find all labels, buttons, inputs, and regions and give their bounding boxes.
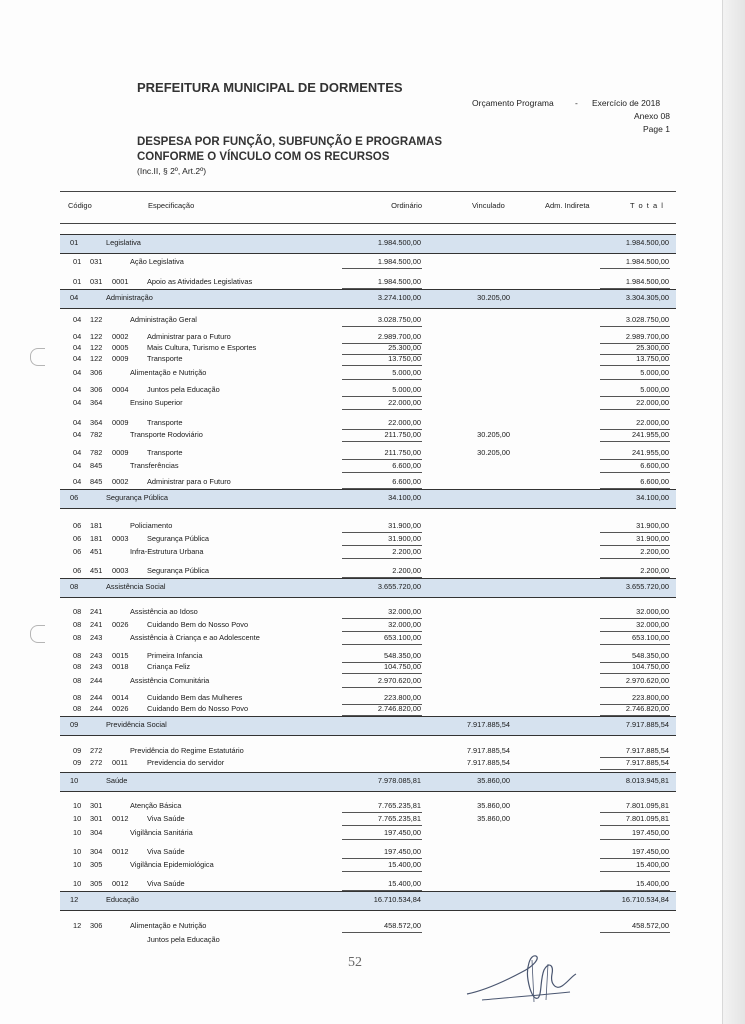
amount-total: 3.028.750,00 — [625, 315, 669, 324]
specification: Segurança Pública — [147, 534, 210, 543]
code-function: 10 — [73, 828, 82, 837]
code-function: 06 — [73, 566, 82, 575]
amount-vinculado: 30.205,00 — [477, 448, 510, 457]
amount-vinculado: 35.860,00 — [477, 801, 510, 810]
specification: Infra-Estrutura Urbana — [130, 547, 204, 556]
specification: Viva Saúde — [147, 879, 185, 888]
amount-total: 25.300,00 — [636, 343, 669, 352]
amount-ordinario: 2.970.620,00 — [377, 676, 421, 685]
underline — [342, 326, 422, 327]
specification: Cuidando Bem do Nosso Povo — [147, 704, 249, 713]
specification: Segurança Pública — [147, 566, 210, 575]
code-function: 10 — [73, 860, 82, 869]
specification: Transporte — [147, 354, 183, 363]
code-program: 0011 — [112, 758, 128, 767]
specification: Assistência ao Idoso — [130, 607, 198, 616]
underline — [342, 644, 422, 645]
amount-ordinario: 15.400,00 — [388, 860, 421, 869]
underline — [600, 618, 670, 619]
amount-total: 458.572,00 — [632, 921, 669, 930]
amount-total: 2.746.820,00 — [625, 704, 669, 713]
code-subfunction: 845 — [90, 461, 103, 470]
dash: - — [575, 98, 578, 108]
amount-total: 1.984.500,00 — [625, 238, 669, 247]
amount-total: 7.801.095,81 — [625, 801, 669, 810]
amount-ordinario: 1.984.500,00 — [377, 238, 421, 247]
underline — [600, 396, 670, 397]
code-function: 12 — [73, 921, 82, 930]
code-subfunction: 301 — [90, 801, 103, 810]
code-subfunction: 451 — [90, 566, 103, 575]
underline — [342, 618, 422, 619]
underline — [600, 441, 670, 442]
specification: Cuidando Bem do Nosso Povo — [147, 620, 249, 629]
code-function: 04 — [70, 293, 79, 302]
report-heading-2: CONFORME O VÍNCULO COM OS RECURSOS — [137, 151, 390, 163]
specification: Saúde — [106, 776, 128, 785]
amount-total: 5.000,00 — [640, 368, 669, 377]
code-subfunction: 244 — [90, 693, 103, 702]
amount-ordinario: 1.984.500,00 — [377, 277, 421, 286]
specification: Transporte Rodoviário — [130, 430, 203, 439]
specification: Viva Saúde — [147, 814, 185, 823]
underline — [342, 687, 422, 688]
underline — [342, 545, 422, 546]
amount-total: 197.450,00 — [632, 828, 669, 837]
underline — [600, 326, 670, 327]
code-function: 08 — [73, 662, 82, 671]
page-number: 52 — [348, 955, 362, 970]
page-edge — [722, 0, 745, 1024]
report-subtitle: (Inc.II, § 2º, Art.2º) — [137, 166, 207, 176]
code-function: 09 — [73, 746, 82, 755]
amount-total: 3.655.720,00 — [625, 582, 669, 591]
code-program: 0026 — [112, 620, 129, 629]
amount-ordinario: 104.750,00 — [384, 662, 421, 671]
amount-ordinario: 15.400,00 — [388, 879, 421, 888]
code-subfunction: 782 — [90, 430, 103, 439]
amount-vinculado: 35.860,00 — [477, 814, 510, 823]
underline — [342, 812, 422, 813]
code-function: 06 — [73, 547, 82, 556]
code-function: 04 — [73, 385, 82, 394]
col-ordinario: Ordinário — [391, 201, 422, 210]
code-subfunction: 306 — [90, 368, 103, 377]
underline — [342, 532, 422, 533]
code-subfunction: 305 — [90, 879, 103, 888]
amount-ordinario: 6.600,00 — [392, 461, 421, 470]
code-subfunction: 244 — [90, 704, 103, 713]
code-function: 08 — [73, 676, 82, 685]
amount-ordinario: 22.000,00 — [388, 398, 421, 407]
underline — [600, 409, 670, 410]
underline — [342, 871, 422, 872]
punch-hole — [30, 625, 45, 643]
underline — [600, 365, 670, 366]
specification: Educação — [106, 895, 139, 904]
amount-total: 2.970.620,00 — [625, 676, 669, 685]
code-subfunction: 451 — [90, 547, 103, 556]
code-program: 0026 — [112, 704, 129, 713]
code-subfunction: 181 — [90, 534, 103, 543]
amount-vinculado: 7.917.885,54 — [466, 720, 510, 729]
amount-total: 241.955,00 — [632, 430, 669, 439]
specification: Cuidando Bem das Mulheres — [147, 693, 243, 702]
specification: Administrar para o Futuro — [147, 332, 231, 341]
amount-ordinario: 5.000,00 — [392, 368, 421, 377]
underline — [600, 631, 670, 632]
code-program: 0005 — [112, 343, 129, 352]
amount-total: 2.200,00 — [640, 566, 669, 575]
code-function: 09 — [73, 758, 82, 767]
amount-ordinario: 16.710.534,84 — [373, 895, 421, 904]
amount-total: 31.900,00 — [636, 521, 669, 530]
code-function: 04 — [73, 430, 82, 439]
underline — [342, 858, 422, 859]
amount-ordinario: 211.750,00 — [384, 448, 421, 457]
specification: Policiamento — [130, 521, 173, 530]
underline — [600, 858, 670, 859]
underline — [600, 932, 670, 933]
specification: Primeira Infancia — [147, 651, 203, 660]
amount-ordinario: 13.750,00 — [388, 354, 421, 363]
underline — [600, 644, 670, 645]
amount-ordinario: 25.300,00 — [388, 343, 421, 352]
amount-vinculado: 30.205,00 — [477, 430, 510, 439]
underline — [600, 268, 670, 269]
amount-total: 223.800,00 — [632, 693, 669, 702]
amount-ordinario: 3.274.100,00 — [377, 293, 421, 302]
amount-total: 104.750,00 — [632, 662, 669, 671]
code-subfunction: 364 — [90, 398, 103, 407]
amount-ordinario: 6.600,00 — [392, 477, 421, 486]
amount-total: 653.100,00 — [632, 633, 669, 642]
code-function: 04 — [73, 343, 82, 352]
code-subfunction: 272 — [90, 758, 103, 767]
code-subfunction: 243 — [90, 651, 103, 660]
amount-total: 16.710.534,84 — [621, 895, 669, 904]
code-function: 12 — [70, 895, 79, 904]
amount-ordinario: 31.900,00 — [388, 521, 421, 530]
specification: Assistência Comunitária — [130, 676, 210, 685]
specification: Assistência à Criança e ao Adolescente — [130, 633, 260, 642]
col-vinculado: Vinculado — [472, 201, 505, 210]
specification: Administração Geral — [130, 315, 197, 324]
underline — [342, 839, 422, 840]
underline — [342, 441, 422, 442]
code-function: 08 — [73, 651, 82, 660]
code-subfunction: 031 — [90, 257, 103, 266]
code-function: 04 — [73, 368, 82, 377]
signature-icon — [462, 950, 582, 1010]
page-label: Page 1 — [643, 124, 670, 134]
amount-total: 197.450,00 — [632, 847, 669, 856]
code-function: 04 — [73, 354, 82, 363]
amount-vinculado: 7.917.885,54 — [466, 746, 510, 755]
specification: Vigilância Epidemiológica — [130, 860, 214, 869]
amount-ordinario: 32.000,00 — [388, 607, 421, 616]
code-function: 08 — [73, 693, 82, 702]
code-program: 0014 — [112, 693, 129, 702]
amount-total: 1.984.500,00 — [625, 277, 669, 286]
code-function: 06 — [73, 534, 82, 543]
amount-ordinario: 2.989.700,00 — [377, 332, 421, 341]
amount-vinculado: 7.917.885,54 — [466, 758, 510, 767]
code-function: 10 — [73, 847, 82, 856]
underline — [600, 825, 670, 826]
underline — [342, 472, 422, 473]
code-function: 06 — [70, 493, 79, 502]
underline — [600, 687, 670, 688]
orcamento-label: Orçamento Programa — [472, 98, 554, 108]
code-program: 0002 — [112, 332, 129, 341]
specification: Criança Feliz — [147, 662, 191, 671]
code-program: 0015 — [112, 651, 129, 660]
specification: Segurança Pública — [106, 493, 169, 502]
underline — [342, 932, 422, 933]
code-program: 0003 — [112, 534, 129, 543]
header-rule — [60, 191, 676, 192]
amount-ordinario: 7.978.085,81 — [377, 776, 421, 785]
amount-total: 2.200,00 — [640, 547, 669, 556]
code-program: 0009 — [112, 354, 129, 363]
code-program: 0004 — [112, 385, 129, 394]
code-function: 04 — [73, 315, 82, 324]
specification: Legislativa — [106, 238, 141, 247]
amount-vinculado: 30.205,00 — [477, 293, 510, 302]
code-program: 0009 — [112, 448, 129, 457]
code-program: 0001 — [112, 277, 129, 286]
punch-hole — [30, 348, 45, 366]
amount-total: 6.600,00 — [640, 477, 669, 486]
code-subfunction: 244 — [90, 676, 103, 685]
amount-total: 7.801.095,81 — [625, 814, 669, 823]
code-subfunction: 243 — [90, 633, 103, 642]
code-function: 01 — [70, 238, 79, 247]
code-function: 10 — [73, 879, 82, 888]
code-subfunction: 241 — [90, 607, 103, 616]
specification: Vigilância Sanitária — [130, 828, 193, 837]
amount-total: 32.000,00 — [636, 620, 669, 629]
underline — [600, 472, 670, 473]
code-program: 0018 — [112, 662, 129, 671]
specification: Juntos pela Educação — [147, 385, 220, 394]
code-subfunction: 272 — [90, 746, 103, 755]
col-especificacao: Especificação — [148, 201, 195, 210]
underline — [342, 459, 422, 460]
code-subfunction: 305 — [90, 860, 103, 869]
amount-total: 7.917.885,54 — [625, 746, 669, 755]
underline — [600, 812, 670, 813]
amount-ordinario: 211.750,00 — [384, 430, 421, 439]
amount-ordinario: 548.350,00 — [384, 651, 421, 660]
specification: Administrar para o Futuro — [147, 477, 231, 486]
underline — [600, 459, 670, 460]
amount-total: 15.400,00 — [636, 879, 669, 888]
code-function: 08 — [73, 633, 82, 642]
amount-ordinario: 22.000,00 — [388, 418, 421, 427]
code-function: 01 — [73, 277, 82, 286]
amount-total: 5.000,00 — [640, 385, 669, 394]
amount-total: 3.304.305,00 — [625, 293, 669, 302]
amount-ordinario: 223.800,00 — [384, 693, 421, 702]
amount-total: 1.984.500,00 — [625, 257, 669, 266]
code-function: 04 — [73, 448, 82, 457]
amount-ordinario: 31.900,00 — [388, 534, 421, 543]
amount-total: 15.400,00 — [636, 860, 669, 869]
code-subfunction: 306 — [90, 385, 103, 394]
code-subfunction: 241 — [90, 620, 103, 629]
code-function: 04 — [73, 398, 82, 407]
code-subfunction: 122 — [90, 315, 103, 324]
specification: Mais Cultura, Turismo e Esportes — [147, 343, 257, 352]
amount-ordinario: 34.100,00 — [388, 493, 421, 502]
code-function: 04 — [73, 477, 82, 486]
code-program: 0012 — [112, 879, 129, 888]
code-subfunction: 122 — [90, 332, 103, 341]
exercicio-label: Exercício de 2018 — [592, 98, 661, 108]
anexo-label: Anexo 08 — [634, 111, 670, 121]
code-function: 08 — [73, 620, 82, 629]
code-function: 04 — [73, 418, 82, 427]
code-program: 0003 — [112, 566, 129, 575]
amount-ordinario: 7.765.235,81 — [377, 814, 421, 823]
code-subfunction: 364 — [90, 418, 103, 427]
amount-ordinario: 1.984.500,00 — [377, 257, 421, 266]
code-function: 04 — [73, 332, 82, 341]
underline — [600, 558, 670, 559]
underline — [342, 365, 422, 366]
amount-ordinario: 2.746.820,00 — [377, 704, 421, 713]
specification: Transporte — [147, 448, 183, 457]
code-function: 08 — [70, 582, 79, 591]
amount-total: 13.750,00 — [636, 354, 669, 363]
specification: Viva Saúde — [147, 847, 185, 856]
amount-total: 7.917.885,54 — [625, 720, 669, 729]
code-function: 09 — [70, 720, 79, 729]
underline — [342, 396, 422, 397]
code-subfunction: 301 — [90, 814, 103, 823]
amount-total: 22.000,00 — [636, 418, 669, 427]
amount-total: 7.917.885,54 — [625, 758, 669, 767]
underline — [342, 268, 422, 269]
underline — [342, 631, 422, 632]
report-heading-1: DESPESA POR FUNÇÃO, SUBFUNÇÃO E PROGRAMAS — [137, 136, 442, 148]
amount-vinculado: 35.860,00 — [477, 776, 510, 785]
code-program: 0009 — [112, 418, 129, 427]
code-function: 10 — [73, 801, 82, 810]
specification: Assistência Social — [106, 582, 166, 591]
col-codigo: Código — [68, 201, 92, 210]
amount-ordinario: 3.655.720,00 — [377, 582, 421, 591]
underline — [342, 379, 422, 380]
amount-ordinario: 7.765.235,81 — [377, 801, 421, 810]
amount-ordinario: 32.000,00 — [388, 620, 421, 629]
specification: Administração — [106, 293, 153, 302]
specification: Juntos pela Educação — [147, 935, 220, 944]
code-subfunction: 304 — [90, 828, 103, 837]
specification: Previdencia do servidor — [147, 758, 225, 767]
specification: Previdência Social — [106, 720, 167, 729]
specification: Alimentação e Nutrição — [130, 368, 207, 377]
underline — [600, 769, 670, 770]
code-function: 06 — [73, 521, 82, 530]
col-adm-indireta: Adm. Indireta — [545, 201, 590, 210]
amount-ordinario: 5.000,00 — [392, 385, 421, 394]
document-title: PREFEITURA MUNICIPAL DE DORMENTES — [137, 80, 403, 95]
amount-total: 241.955,00 — [632, 448, 669, 457]
code-function: 04 — [73, 461, 82, 470]
amount-total: 548.350,00 — [632, 651, 669, 660]
amount-total: 2.989.700,00 — [625, 332, 669, 341]
code-program: 0012 — [112, 847, 129, 856]
underline — [342, 825, 422, 826]
code-subfunction: 845 — [90, 477, 103, 486]
amount-total: 8.013.945,81 — [625, 776, 669, 785]
specification: Ensino Superior — [130, 398, 183, 407]
code-program: 0012 — [112, 814, 129, 823]
amount-total: 6.600,00 — [640, 461, 669, 470]
underline — [600, 379, 670, 380]
code-subfunction: 304 — [90, 847, 103, 856]
amount-ordinario: 458.572,00 — [384, 921, 421, 930]
amount-ordinario: 653.100,00 — [384, 633, 421, 642]
code-subfunction: 122 — [90, 354, 103, 363]
specification: Apoio as Atividades Legislativas — [147, 277, 253, 286]
amount-ordinario: 3.028.750,00 — [377, 315, 421, 324]
code-subfunction: 782 — [90, 448, 103, 457]
code-subfunction: 243 — [90, 662, 103, 671]
amount-ordinario: 2.200,00 — [392, 566, 421, 575]
amount-total: 34.100,00 — [636, 493, 669, 502]
code-subfunction: 031 — [90, 277, 103, 286]
header-rule — [60, 223, 676, 224]
specification: Alimentação e Nutrição — [130, 921, 207, 930]
specification: Atenção Básica — [130, 801, 182, 810]
specification: Previdência do Regime Estatutário — [130, 746, 244, 755]
amount-ordinario: 197.450,00 — [384, 847, 421, 856]
underline — [600, 673, 670, 674]
code-subfunction: 306 — [90, 921, 103, 930]
underline — [600, 871, 670, 872]
underline — [342, 558, 422, 559]
specification: Ação Legislativa — [130, 257, 184, 266]
amount-total: 32.000,00 — [636, 607, 669, 616]
amount-total: 31.900,00 — [636, 534, 669, 543]
underline — [600, 545, 670, 546]
code-program: 0002 — [112, 477, 129, 486]
code-function: 08 — [73, 704, 82, 713]
code-function: 01 — [73, 257, 82, 266]
specification: Transferências — [130, 461, 179, 470]
underline — [342, 409, 422, 410]
underline — [600, 839, 670, 840]
specification: Transporte — [147, 418, 183, 427]
code-function: 10 — [70, 776, 79, 785]
code-subfunction: 181 — [90, 521, 103, 530]
code-function: 10 — [73, 814, 82, 823]
amount-ordinario: 2.200,00 — [392, 547, 421, 556]
amount-ordinario: 197.450,00 — [384, 828, 421, 837]
code-subfunction: 122 — [90, 343, 103, 352]
code-function: 08 — [73, 607, 82, 616]
underline — [600, 532, 670, 533]
amount-total: 22.000,00 — [636, 398, 669, 407]
underline — [342, 673, 422, 674]
col-total: T o t a l — [630, 201, 664, 210]
